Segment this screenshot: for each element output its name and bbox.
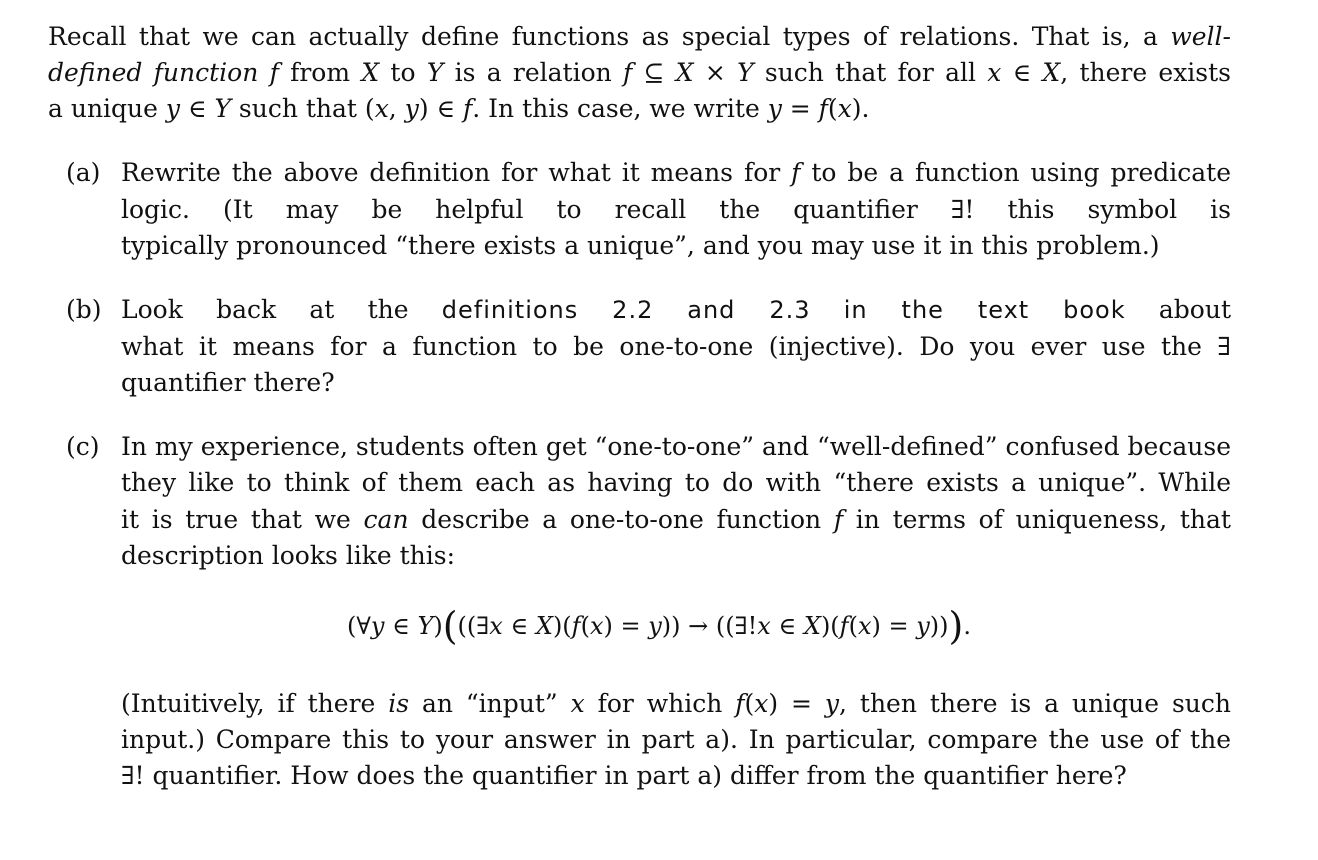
- part-b-line-1: [121, 295, 1231, 325]
- part-a-line-2: [121, 195, 1231, 225]
- part-a-line-1: Rewrite the above definition for what it means for f to be a function using predicate: [121, 158, 1231, 187]
- part-c-line-2: they like to think of them each as having to do with “there exists a unique”. While: [121, 468, 1231, 497]
- handwritten-definitions: definitions 2.2 and 2.3: [441, 296, 811, 324]
- intro-line-2: defined function f from X to Y is a relation f ⊆ X × Y such that for all x ∈ X, there exists: [48, 58, 1232, 87]
- part-c-line-6: input.) Compare this to your answer in part a). In particular, compare the use of the: [121, 725, 1231, 754]
- part-b-prefix: Look back at the: [121, 295, 409, 324]
- part-a-line-2-left: logic. (It may be helpful to recall the quantifier ∃!: [121, 195, 975, 224]
- part-a-line-3: typically pronounced “there exists a unique”, and you may use it in this problem.): [121, 231, 1160, 260]
- part-b-line-2: what it means for a function to be one-to-one (injective). Do you ever use the ∃: [121, 332, 1231, 361]
- part-c-label: (c): [66, 432, 100, 461]
- part-b-suffix: about: [1158, 295, 1231, 324]
- intro-line-1: Recall that we can actually define functions as special types of relations. That is, a well-: [48, 22, 1231, 51]
- part-a-line-2-right: this symbol is: [1007, 195, 1231, 224]
- part-b-line-3: quantifier there?: [121, 368, 335, 397]
- uniqueness-formula: (∀y ∈ Y)(((∃x ∈ X)(f(x) = y)) → ((∃!x ∈ X)(f(x) = y))).: [347, 604, 971, 648]
- part-c-line-3: it is true that we can describe a one-to-one function f in terms of uniqueness, that: [121, 505, 1231, 534]
- part-c-line-5: (Intuitively, if there is an “input” x for which f(x) = y, then there is a unique such: [121, 689, 1231, 718]
- intro-line-3: a unique y ∈ Y such that (x, y) ∈ f. In this case, we write y = f(x).: [48, 94, 870, 123]
- part-c-line-1: In my experience, students often get “one-to-one” and “well-defined” confused because: [121, 432, 1231, 461]
- handwritten-textbook: in the text book: [843, 296, 1126, 324]
- part-c-line-7: ∃! quantifier. How does the quantifier in part a) differ from the quantifier here?: [121, 761, 1127, 790]
- part-c-line-4: description looks like this:: [121, 541, 456, 570]
- part-a-label: (a): [66, 158, 101, 187]
- part-b-label: (b): [66, 295, 102, 324]
